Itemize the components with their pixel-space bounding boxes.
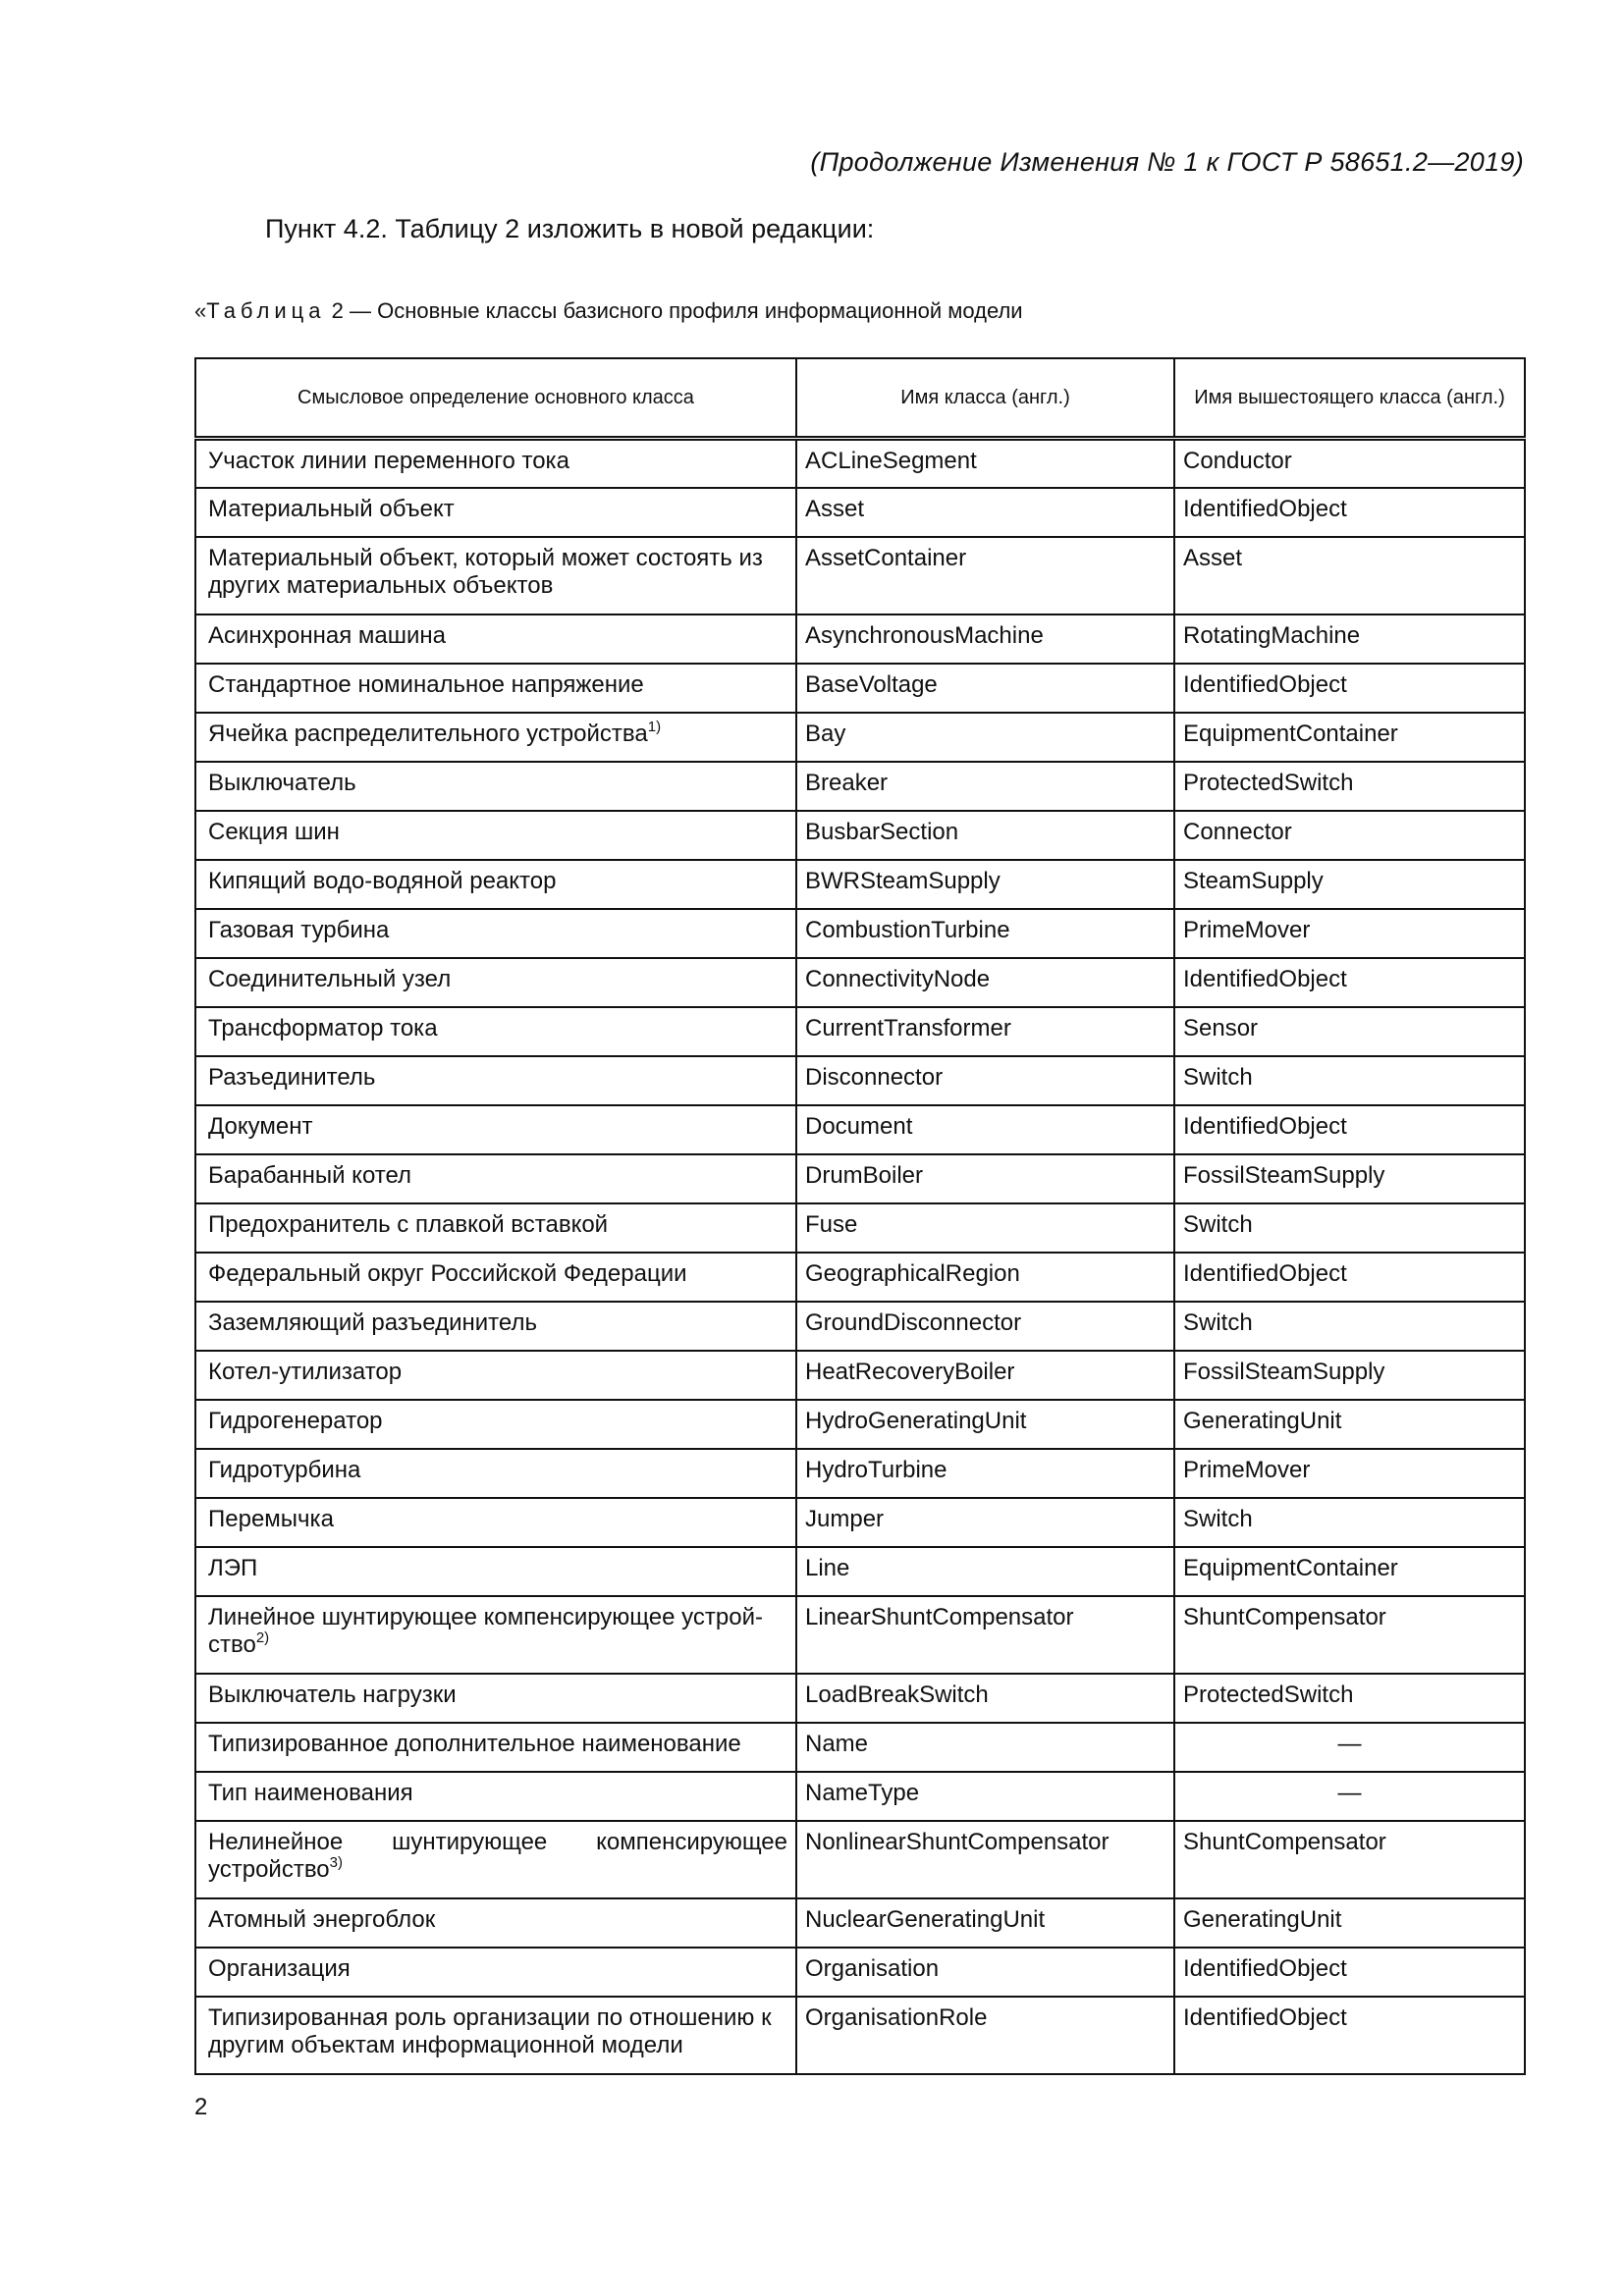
- table-row: [195, 488, 1525, 537]
- cell-class-name: HeatRecoveryBoiler: [796, 1351, 1174, 1400]
- cell-class-name: NuclearGeneratingUnit: [796, 1898, 1174, 1948]
- caption-text: 2 — Основные классы базисного профиля информационной модели: [325, 298, 1023, 323]
- table-row: [195, 909, 1525, 958]
- cell-definition: [195, 614, 796, 664]
- definition-text: Предохранитель с плавкой вставкой: [208, 1210, 609, 1238]
- cell-definition: [195, 1948, 796, 1997]
- cell-definition: [195, 488, 796, 537]
- table-row: [195, 1449, 1525, 1498]
- definition-text: Атомный энергоблок: [208, 1905, 436, 1933]
- cell-parent-class: IdentifiedObject: [1174, 1948, 1525, 1997]
- definition-text: Материальный объект: [208, 495, 455, 522]
- cell-class-name: BWRSteamSupply: [796, 860, 1174, 909]
- definition-text: Трансформатор тока: [208, 1014, 438, 1041]
- table-row: [195, 1898, 1525, 1948]
- definition-text: Заземляющий разъединитель: [208, 1308, 537, 1336]
- definition-text: Стандартное номинальное напряжение: [208, 670, 644, 698]
- cell-class-name: ConnectivityNode: [796, 958, 1174, 1007]
- definition-text: Кипящий водо-водяной реактор: [208, 867, 557, 894]
- cell-parent-class: —: [1174, 1723, 1525, 1772]
- cell-class-name: HydroTurbine: [796, 1449, 1174, 1498]
- cell-parent-class: SteamSupply: [1174, 860, 1525, 909]
- table-row: [195, 1948, 1525, 1997]
- cell-definition: [195, 860, 796, 909]
- definition-text: Разъединитель: [208, 1063, 376, 1091]
- continuation-header: (Продолжение Изменения № 1 к ГОСТ Р 58651.2—2019): [810, 147, 1524, 177]
- definition-text: Выключатель: [208, 769, 356, 796]
- table-body: [195, 439, 1525, 2074]
- column-header-definition: Смысловое определение основного класса: [195, 358, 796, 439]
- column-header-parent-class: Имя вышестоящего класса (англ.): [1174, 358, 1525, 439]
- cell-definition: [195, 1400, 796, 1449]
- table-row: [195, 1302, 1525, 1351]
- definition-text: Барабанный котел: [208, 1161, 412, 1189]
- table-row: [195, 664, 1525, 713]
- cell-class-name: LoadBreakSwitch: [796, 1674, 1174, 1723]
- cell-parent-class: GeneratingUnit: [1174, 1400, 1525, 1449]
- table-row: [195, 614, 1525, 664]
- cell-parent-class: Switch: [1174, 1498, 1525, 1547]
- cell-definition: [195, 909, 796, 958]
- definition-text: Материальный объект, который может состоять из других материальных объектов: [208, 544, 763, 599]
- cell-parent-class: FossilSteamSupply: [1174, 1351, 1525, 1400]
- cell-parent-class: PrimeMover: [1174, 909, 1525, 958]
- cell-class-name: OrganisationRole: [796, 1997, 1174, 2074]
- cell-definition: [195, 537, 796, 614]
- cell-parent-class: ProtectedSwitch: [1174, 1674, 1525, 1723]
- definition-text: Котел-утилизатор: [208, 1358, 403, 1385]
- instruction-text: Пункт 4.2. Таблицу 2 изложить в новой редакции:: [265, 214, 875, 243]
- caption-prefix: «: [194, 298, 207, 323]
- cell-parent-class: Switch: [1174, 1056, 1525, 1105]
- cell-definition: [195, 1449, 796, 1498]
- cell-definition: [195, 1351, 796, 1400]
- table-caption: [194, 298, 1023, 324]
- definition-text: Тип наименования: [208, 1779, 413, 1806]
- page-number: 2: [194, 2094, 208, 2120]
- cell-class-name: BaseVoltage: [796, 664, 1174, 713]
- cell-definition: [195, 1997, 796, 2074]
- footnote-marker: 1): [647, 718, 662, 735]
- classes-table: [194, 357, 1526, 2075]
- definition-text: Типизированное дополнительное наименование: [208, 1730, 741, 1757]
- cell-parent-class: PrimeMover: [1174, 1449, 1525, 1498]
- cell-definition: [195, 1723, 796, 1772]
- cell-class-name: Organisation: [796, 1948, 1174, 1997]
- cell-class-name: AssetContainer: [796, 537, 1174, 614]
- cell-definition: [195, 762, 796, 811]
- cell-parent-class: GeneratingUnit: [1174, 1898, 1525, 1948]
- definition-text: Соединительный узел: [208, 965, 452, 992]
- cell-class-name: AsynchronousMachine: [796, 614, 1174, 664]
- table-row: [195, 1723, 1525, 1772]
- cell-definition: [195, 1596, 796, 1674]
- cell-parent-class: Connector: [1174, 811, 1525, 860]
- cell-class-name: Document: [796, 1105, 1174, 1154]
- definition-text: Гидрогенератор: [208, 1407, 383, 1434]
- table-row: [195, 1056, 1525, 1105]
- cell-class-name: Fuse: [796, 1203, 1174, 1253]
- column-header-class-name: Имя класса (англ.): [796, 358, 1174, 439]
- cell-parent-class: RotatingMachine: [1174, 614, 1525, 664]
- definition-text: Участок линии переменного тока: [208, 448, 569, 474]
- definition-text: Линейное шунтирующее компенсирующее устрой-: [208, 1603, 763, 1630]
- cell-definition: [195, 1821, 796, 1898]
- cell-parent-class: ShuntCompensator: [1174, 1821, 1525, 1898]
- definition-text: Федеральный округ Российской Федерации: [208, 1259, 687, 1287]
- definition-text: Ячейка распределительного устройства: [208, 720, 648, 747]
- table-row: [195, 1596, 1525, 1674]
- cell-class-name: Asset: [796, 488, 1174, 537]
- cell-class-name: NameType: [796, 1772, 1174, 1821]
- cell-definition: [195, 1498, 796, 1547]
- cell-parent-class: ProtectedSwitch: [1174, 762, 1525, 811]
- cell-parent-class: Asset: [1174, 537, 1525, 614]
- definition-continuation-line: [208, 1631, 269, 1658]
- cell-definition: [195, 811, 796, 860]
- cell-class-name: BusbarSection: [796, 811, 1174, 860]
- table-header-row: [195, 358, 1525, 439]
- cell-class-name: LinearShuntCompensator: [796, 1596, 1174, 1674]
- cell-definition: [195, 1253, 796, 1302]
- cell-parent-class: EquipmentContainer: [1174, 1547, 1525, 1596]
- definition-text: Типизированная роль организации по отношению к другим объектам информационной модели: [208, 2003, 772, 2058]
- cell-parent-class: IdentifiedObject: [1174, 958, 1525, 1007]
- definition-text: Гидротурбина: [208, 1456, 361, 1483]
- cell-class-name: DrumBoiler: [796, 1154, 1174, 1203]
- cell-definition: [195, 1302, 796, 1351]
- cell-definition: [195, 1007, 796, 1056]
- table-row: [195, 1105, 1525, 1154]
- cell-definition: [195, 1674, 796, 1723]
- table-row: [195, 1253, 1525, 1302]
- cell-class-name: GroundDisconnector: [796, 1302, 1174, 1351]
- definition-text: Организация: [208, 1954, 351, 1982]
- table-row: [195, 1007, 1525, 1056]
- definition-text: Выключатель нагрузки: [208, 1681, 457, 1708]
- caption-label: Таблица: [206, 298, 326, 323]
- definition-text: Нелинейное шунтирующее компенсирующее: [208, 1828, 787, 1855]
- definition-continuation-line: [208, 1853, 787, 1884]
- cell-definition: [195, 664, 796, 713]
- cell-class-name: Bay: [796, 713, 1174, 762]
- table-row: [195, 1400, 1525, 1449]
- table-row: [195, 1674, 1525, 1723]
- table-row: [195, 537, 1525, 614]
- cell-class-name: HydroGeneratingUnit: [796, 1400, 1174, 1449]
- table-row: [195, 1772, 1525, 1821]
- table-row: [195, 713, 1525, 762]
- cell-definition: [195, 439, 796, 488]
- footnote-marker: 2): [255, 1629, 270, 1646]
- cell-parent-class: IdentifiedObject: [1174, 1253, 1525, 1302]
- table-row: [195, 958, 1525, 1007]
- definition-continuation: устройство: [208, 1855, 330, 1883]
- cell-parent-class: EquipmentContainer: [1174, 713, 1525, 762]
- cell-class-name: Line: [796, 1547, 1174, 1596]
- table-row: [195, 860, 1525, 909]
- table-row: [195, 762, 1525, 811]
- cell-definition: [195, 1203, 796, 1253]
- definition-text: Асинхронная машина: [208, 621, 446, 649]
- table-row: [195, 811, 1525, 860]
- cell-parent-class: FossilSteamSupply: [1174, 1154, 1525, 1203]
- cell-class-name: CurrentTransformer: [796, 1007, 1174, 1056]
- cell-class-name: NonlinearShuntCompensator: [796, 1821, 1174, 1898]
- table-row: [195, 1351, 1525, 1400]
- definition-text: Секция шин: [208, 818, 340, 845]
- cell-definition: [195, 1154, 796, 1203]
- definition-text: Перемычка: [208, 1505, 334, 1532]
- cell-class-name: Jumper: [796, 1498, 1174, 1547]
- cell-definition: [195, 1105, 796, 1154]
- definition-text: Документ: [208, 1112, 313, 1140]
- cell-definition: [195, 1547, 796, 1596]
- cell-parent-class: —: [1174, 1772, 1525, 1821]
- cell-parent-class: IdentifiedObject: [1174, 664, 1525, 713]
- cell-definition: [195, 1898, 796, 1948]
- table-row: [195, 1498, 1525, 1547]
- cell-definition: [195, 713, 796, 762]
- definition-text: Газовая турбина: [208, 916, 390, 943]
- cell-parent-class: ShuntCompensator: [1174, 1596, 1525, 1674]
- cell-parent-class: Switch: [1174, 1302, 1525, 1351]
- cell-parent-class: Sensor: [1174, 1007, 1525, 1056]
- cell-class-name: GeographicalRegion: [796, 1253, 1174, 1302]
- cell-class-name: Disconnector: [796, 1056, 1174, 1105]
- definition-text: ЛЭП: [208, 1554, 258, 1581]
- cell-class-name: ACLineSegment: [796, 439, 1174, 488]
- cell-class-name: Breaker: [796, 762, 1174, 811]
- cell-class-name: Name: [796, 1723, 1174, 1772]
- cell-parent-class: IdentifiedObject: [1174, 1997, 1525, 2074]
- table-row: [195, 439, 1525, 488]
- table-row: [195, 1203, 1525, 1253]
- cell-parent-class: Switch: [1174, 1203, 1525, 1253]
- table-row: [195, 1997, 1525, 2074]
- cell-definition: [195, 1772, 796, 1821]
- table-row: [195, 1154, 1525, 1203]
- cell-parent-class: IdentifiedObject: [1174, 488, 1525, 537]
- table-row: [195, 1821, 1525, 1898]
- footnote-marker: 3): [329, 1853, 343, 1871]
- cell-class-name: CombustionTurbine: [796, 909, 1174, 958]
- cell-definition: [195, 958, 796, 1007]
- table-row: [195, 1547, 1525, 1596]
- cell-parent-class: Conductor: [1174, 439, 1525, 488]
- cell-parent-class: IdentifiedObject: [1174, 1105, 1525, 1154]
- definition-continuation: ство: [208, 1630, 256, 1658]
- cell-definition: [195, 1056, 796, 1105]
